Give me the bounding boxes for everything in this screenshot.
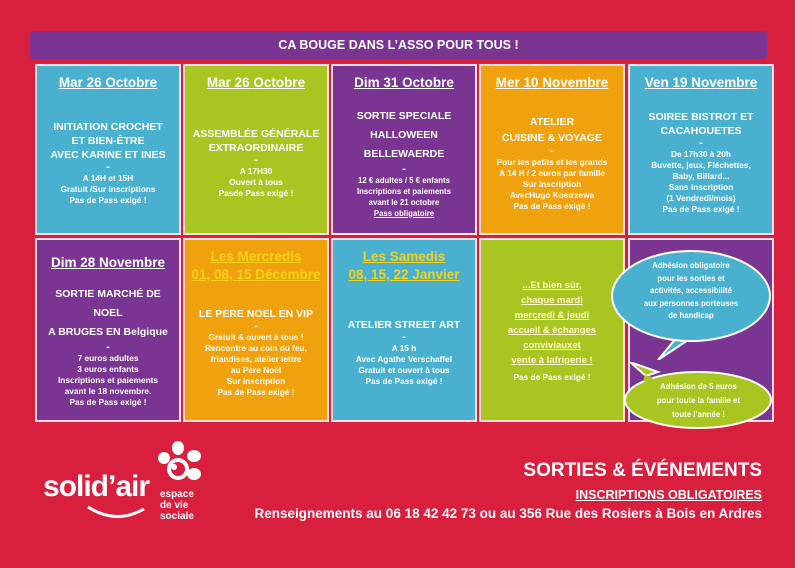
event-card-crochet bbox=[37, 66, 179, 233]
event-details: De 17h30 à 20h Buvette, jeux, Fléchettes, Baby, Billard... Sans inscription (1 Vendredi/mois) Pas de Pass exigé ! bbox=[651, 149, 751, 214]
pass-note: Pass obligatoire bbox=[373, 208, 435, 218]
event-details: Pour les petits et les grands A 14 H / 2 euros par famille Sur inscription AvecHugo Kostrzewa Pas de Pass exigé ! bbox=[496, 156, 608, 211]
separator: - bbox=[402, 162, 406, 175]
event-details: 7 euros adultes 3 euros enfants Inscriptions et paiements avant le 18 novembre. Pas de Pass exigé ! bbox=[57, 352, 159, 407]
footer-subtitle: INSCRIPTIONS OBLIGATOIRES bbox=[575, 488, 762, 502]
logo-tagline: espace de vie sociale bbox=[160, 489, 194, 522]
page-banner: CA BOUGE DANS L’ASSO POUR TOUS ! bbox=[30, 31, 767, 59]
event-date: Mar 26 Octobre bbox=[58, 75, 158, 90]
event-details: A 14H et 15H Gratuit /Sur inscriptions Pas de Pass exigé ! bbox=[60, 172, 156, 205]
event-date: Dim 28 Novembre bbox=[50, 255, 166, 270]
event-date: Ven 19 Novembre bbox=[644, 75, 758, 90]
event-title: ATELIER CUISINE & VOYAGE bbox=[502, 115, 602, 144]
footer-title: SORTIES & ÉVÉNEMENTS bbox=[523, 460, 762, 481]
logo-wordmark: solid’air bbox=[43, 470, 150, 503]
event-title: LE PERE NOEL EN VIP bbox=[198, 307, 314, 320]
separator: - bbox=[254, 153, 258, 166]
event-details: Pas de Pass exigé ! bbox=[513, 371, 591, 382]
event-details: Gratuit & ouvert à tous ! Rencontre au coin du feu, friandises, atelier lettre au Père Noël Sur inscription Pas de Pass exigé ! bbox=[205, 331, 307, 397]
separator: - bbox=[550, 144, 554, 157]
logo-flower-icon bbox=[150, 440, 210, 495]
event-title: SORTIE SPECIALE HALLOWEEN BELLEWAERDE bbox=[356, 109, 452, 160]
event-title: SORTIE MARCHÉ DE NOEL A BRUGES EN Belgique bbox=[48, 287, 168, 338]
event-date: Les Samedis 08, 15, 22 Janvier bbox=[348, 249, 460, 282]
separator: - bbox=[106, 340, 110, 353]
event-date: Les Mercredis 01, 08, 15 Décembre bbox=[191, 249, 321, 282]
event-title: SOIREE BISTROT ET CACAHOUETES bbox=[648, 111, 754, 137]
event-title: ATELIER STREET ART bbox=[347, 318, 461, 331]
event-title: ASSEMBLÉE GÉNÉRALE EXTRAORDINAIRE bbox=[192, 127, 320, 154]
event-card-street-art bbox=[333, 240, 475, 420]
logo-swoosh bbox=[86, 503, 146, 523]
event-title: INITIATION CROCHET ET BIEN-ÊTRE AVEC KARINE ET INES bbox=[50, 120, 166, 161]
event-card-pere-noel bbox=[185, 240, 327, 420]
event-details: A 15 h Avec Agathe Verschaffel Gratuit et ouvert à tous Pas de Pass exigé ! bbox=[355, 342, 453, 386]
event-details: 12 € adultes / 5 € enfants Inscriptions et paiements avant le 21 octobre bbox=[356, 175, 451, 207]
footer-contact-info: Renseignements au 06 18 42 42 73 ou au 356 Rue des Rosiers à Bois en Ardres bbox=[254, 506, 762, 521]
event-details: A 17H30 Ouvert à tous Pasde Pass exigé ! bbox=[218, 165, 294, 198]
event-card-cuisine bbox=[481, 66, 623, 233]
separator: - bbox=[254, 319, 258, 332]
separator: - bbox=[402, 330, 406, 343]
membership-info-bubble bbox=[610, 248, 772, 360]
separator: - bbox=[699, 137, 703, 149]
membership-fee-bubble bbox=[608, 362, 773, 430]
bubble-text: Adhésion de 5 euros pour toute la famille et toute l’année ! bbox=[656, 382, 741, 419]
event-card-bistrot bbox=[630, 66, 772, 233]
event-card-marche-noel bbox=[37, 240, 179, 420]
event-date: Dim 31 Octobre bbox=[354, 75, 454, 90]
weekly-activities: ...Et bien sûr, chaque mardi mercredi & jeudi accueil & échanges conviviauxet vente à lafriperie ! bbox=[507, 279, 597, 366]
bubble-text: Adhésion obligatoire pour les sorties et activités, accessibilité aux personnes porteuses de handicap bbox=[643, 261, 739, 320]
separator: - bbox=[106, 160, 110, 173]
event-date: Mar 26 Octobre bbox=[206, 75, 306, 90]
event-card-halloween bbox=[333, 66, 475, 233]
event-card-hebdo bbox=[481, 240, 623, 420]
event-date: Mer 10 Novembre bbox=[495, 75, 609, 90]
event-card-assemblee bbox=[185, 66, 327, 233]
